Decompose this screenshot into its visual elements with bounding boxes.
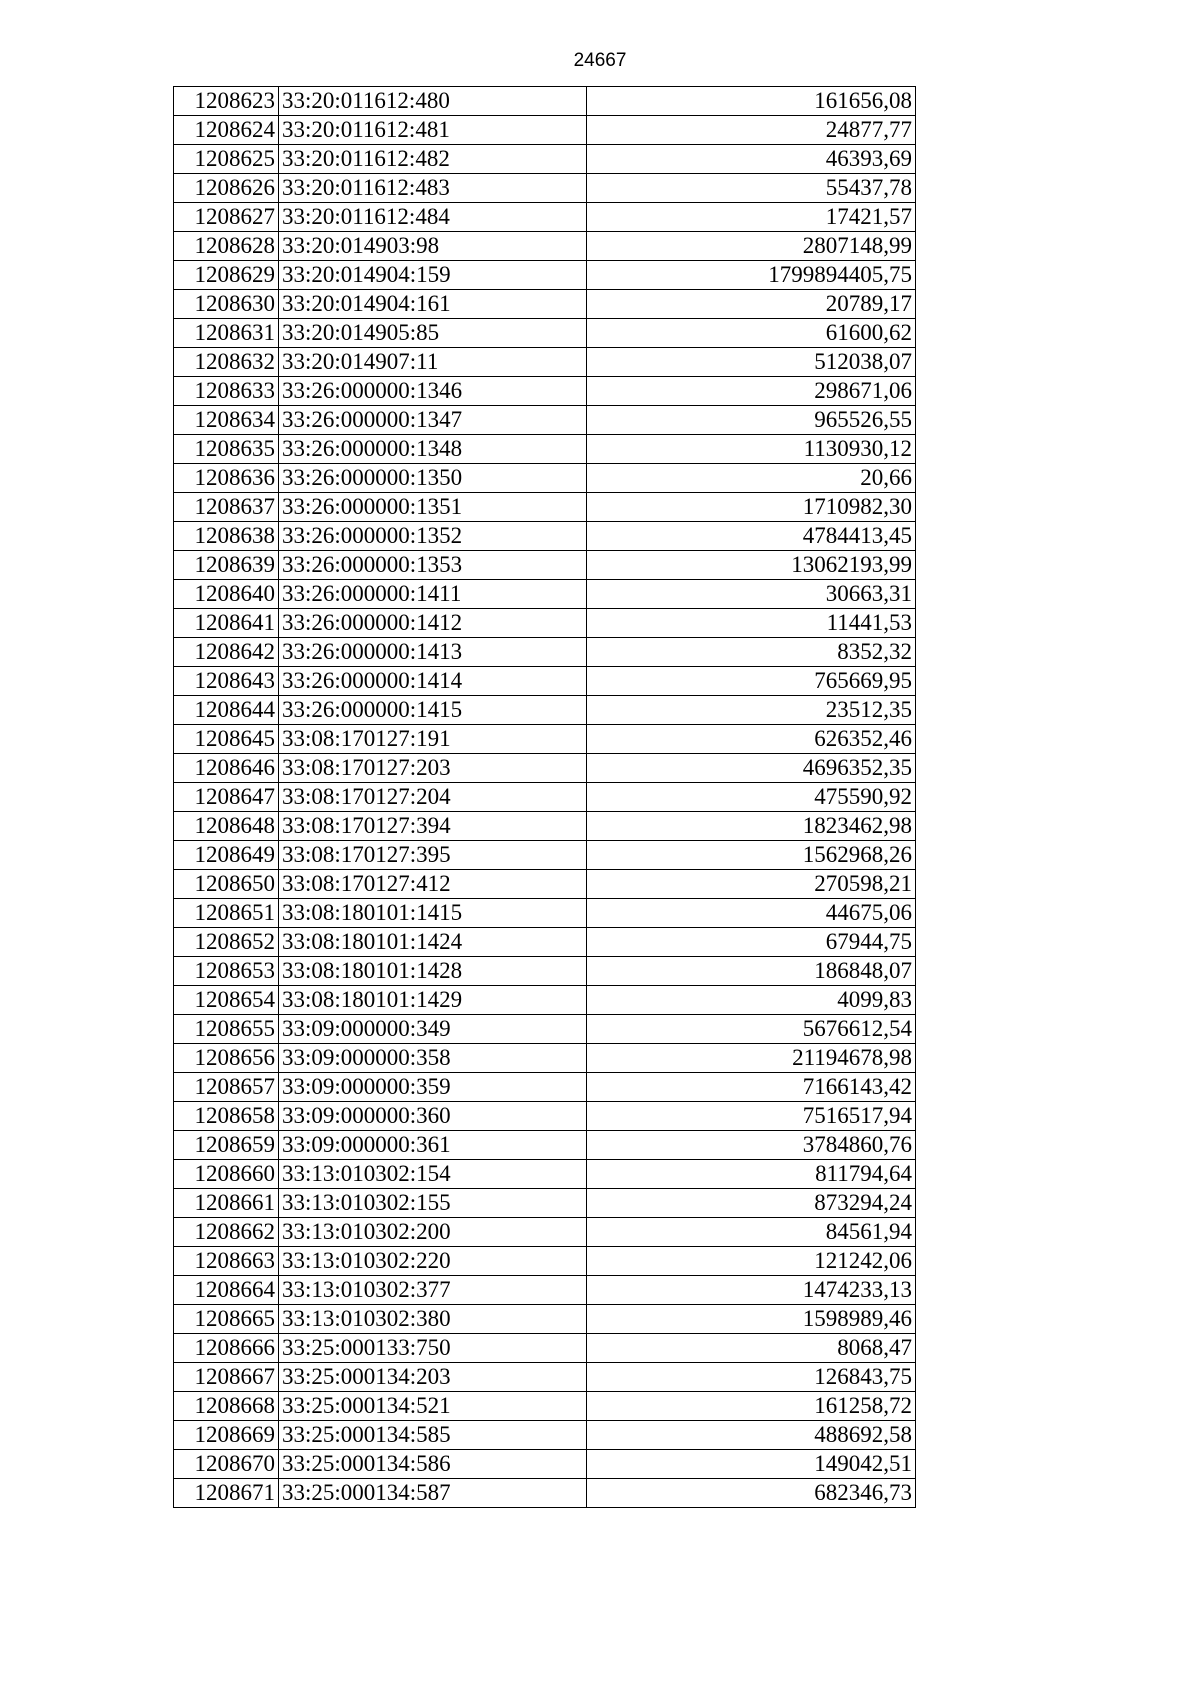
cadastral-value-cell: 161656,08 — [587, 87, 916, 116]
cadastral-number-cell: 33:26:000000:1346 — [279, 377, 587, 406]
cadastral-value-cell: 30663,31 — [587, 580, 916, 609]
table-row — [174, 1102, 916, 1131]
cadastral-number-cell: 33:13:010302:155 — [279, 1189, 587, 1218]
cadastral-value-cell: 44675,06 — [587, 899, 916, 928]
cadastral-value-cell: 965526,55 — [587, 406, 916, 435]
cadastral-value-cell: 1823462,98 — [587, 812, 916, 841]
row-number-cell: 1208624 — [174, 116, 279, 145]
table-row — [174, 319, 916, 348]
cadastral-value-cell: 626352,46 — [587, 725, 916, 754]
cadastral-value-cell: 1710982,30 — [587, 493, 916, 522]
cadastral-number-cell: 33:25:000134:521 — [279, 1392, 587, 1421]
row-number-cell: 1208652 — [174, 928, 279, 957]
row-number-cell: 1208647 — [174, 783, 279, 812]
cadastral-number-cell: 33:25:000134:585 — [279, 1421, 587, 1450]
cadastral-number-cell: 33:13:010302:200 — [279, 1218, 587, 1247]
table-row — [174, 116, 916, 145]
row-number-cell: 1208636 — [174, 464, 279, 493]
table-row — [174, 609, 916, 638]
row-number-cell: 1208668 — [174, 1392, 279, 1421]
cadastral-value-cell: 1598989,46 — [587, 1305, 916, 1334]
cadastral-number-cell: 33:26:000000:1353 — [279, 551, 587, 580]
cadastral-number-cell: 33:26:000000:1415 — [279, 696, 587, 725]
row-number-cell: 1208630 — [174, 290, 279, 319]
cadastral-number-cell: 33:08:170127:394 — [279, 812, 587, 841]
row-number-cell: 1208651 — [174, 899, 279, 928]
row-number-cell: 1208625 — [174, 145, 279, 174]
cadastral-number-cell: 33:08:170127:203 — [279, 754, 587, 783]
cadastral-number-cell: 33:08:180101:1415 — [279, 899, 587, 928]
cadastral-number-cell: 33:26:000000:1414 — [279, 667, 587, 696]
cadastral-value-cell: 121242,06 — [587, 1247, 916, 1276]
cadastral-number-cell: 33:20:014903:98 — [279, 232, 587, 261]
row-number-cell: 1208643 — [174, 667, 279, 696]
table-row — [174, 754, 916, 783]
cadastral-number-cell: 33:08:180101:1424 — [279, 928, 587, 957]
row-number-cell: 1208623 — [174, 87, 279, 116]
cadastral-number-cell: 33:25:000134:586 — [279, 1450, 587, 1479]
table-row — [174, 87, 916, 116]
row-number-cell: 1208664 — [174, 1276, 279, 1305]
row-number-cell: 1208641 — [174, 609, 279, 638]
cadastral-number-cell: 33:25:000133:750 — [279, 1334, 587, 1363]
table-row — [174, 986, 916, 1015]
cadastral-value-cell: 475590,92 — [587, 783, 916, 812]
cadastral-number-cell: 33:08:170127:395 — [279, 841, 587, 870]
row-number-cell: 1208642 — [174, 638, 279, 667]
table-row — [174, 145, 916, 174]
table-row — [174, 1131, 916, 1160]
table-body — [174, 87, 916, 1508]
table-row — [174, 667, 916, 696]
cadastral-number-cell: 33:25:000134:587 — [279, 1479, 587, 1508]
table-row — [174, 1479, 916, 1508]
cadastral-value-cell: 20,66 — [587, 464, 916, 493]
row-number-cell: 1208638 — [174, 522, 279, 551]
cadastral-value-cell: 46393,69 — [587, 145, 916, 174]
row-number-cell: 1208632 — [174, 348, 279, 377]
table-row — [174, 1189, 916, 1218]
table-row — [174, 696, 916, 725]
cadastral-value-cell: 811794,64 — [587, 1160, 916, 1189]
cadastral-number-cell: 33:26:000000:1413 — [279, 638, 587, 667]
row-number-cell: 1208670 — [174, 1450, 279, 1479]
cadastral-number-cell: 33:26:000000:1350 — [279, 464, 587, 493]
table-row — [174, 1450, 916, 1479]
table-row — [174, 580, 916, 609]
cadastral-number-cell: 33:08:170127:204 — [279, 783, 587, 812]
cadastral-number-cell: 33:08:180101:1429 — [279, 986, 587, 1015]
cadastral-number-cell: 33:09:000000:358 — [279, 1044, 587, 1073]
row-number-cell: 1208626 — [174, 174, 279, 203]
row-number-cell: 1208659 — [174, 1131, 279, 1160]
table-row — [174, 1247, 916, 1276]
cadastral-value-cell: 1130930,12 — [587, 435, 916, 464]
row-number-cell: 1208665 — [174, 1305, 279, 1334]
cadastral-value-cell: 765669,95 — [587, 667, 916, 696]
cadastral-value-cell: 11441,53 — [587, 609, 916, 638]
cadastral-number-cell: 33:13:010302:154 — [279, 1160, 587, 1189]
cadastral-value-cell: 23512,35 — [587, 696, 916, 725]
cadastral-value-cell: 13062193,99 — [587, 551, 916, 580]
cadastral-value-cell: 21194678,98 — [587, 1044, 916, 1073]
table-row — [174, 812, 916, 841]
cadastral-value-cell: 3784860,76 — [587, 1131, 916, 1160]
cadastral-value-cell: 7516517,94 — [587, 1102, 916, 1131]
cadastral-number-cell: 33:20:011612:484 — [279, 203, 587, 232]
cadastral-value-cell: 873294,24 — [587, 1189, 916, 1218]
cadastral-number-cell: 33:08:170127:412 — [279, 870, 587, 899]
row-number-cell: 1208639 — [174, 551, 279, 580]
table-row — [174, 899, 916, 928]
cadastral-number-cell: 33:20:011612:480 — [279, 87, 587, 116]
cadastral-value-cell: 20789,17 — [587, 290, 916, 319]
row-number-cell: 1208646 — [174, 754, 279, 783]
table-row — [174, 348, 916, 377]
table-row — [174, 1305, 916, 1334]
row-number-cell: 1208648 — [174, 812, 279, 841]
row-number-cell: 1208650 — [174, 870, 279, 899]
row-number-cell: 1208669 — [174, 1421, 279, 1450]
row-number-cell: 1208660 — [174, 1160, 279, 1189]
row-number-cell: 1208666 — [174, 1334, 279, 1363]
row-number-cell: 1208635 — [174, 435, 279, 464]
table-row — [174, 725, 916, 754]
table-row — [174, 493, 916, 522]
cadastral-value-cell: 126843,75 — [587, 1363, 916, 1392]
table-row — [174, 261, 916, 290]
cadastral-value-cell: 298671,06 — [587, 377, 916, 406]
row-number-cell: 1208663 — [174, 1247, 279, 1276]
table-row — [174, 1421, 916, 1450]
table-row — [174, 957, 916, 986]
page-number: 24667 — [573, 50, 627, 71]
row-number-cell: 1208629 — [174, 261, 279, 290]
row-number-cell: 1208654 — [174, 986, 279, 1015]
table-row — [174, 870, 916, 899]
cadastral-value-cell: 84561,94 — [587, 1218, 916, 1247]
cadastral-value-table — [173, 86, 916, 1508]
cadastral-value-cell: 161258,72 — [587, 1392, 916, 1421]
row-number-cell: 1208633 — [174, 377, 279, 406]
row-number-cell: 1208644 — [174, 696, 279, 725]
table-row — [174, 290, 916, 319]
table-row — [174, 928, 916, 957]
table-row — [174, 174, 916, 203]
row-number-cell: 1208657 — [174, 1073, 279, 1102]
cadastral-value-cell: 24877,77 — [587, 116, 916, 145]
table-row — [174, 1015, 916, 1044]
table-row — [174, 464, 916, 493]
table-row — [174, 522, 916, 551]
cadastral-number-cell: 33:09:000000:360 — [279, 1102, 587, 1131]
row-number-cell: 1208640 — [174, 580, 279, 609]
cadastral-value-cell: 1562968,26 — [587, 841, 916, 870]
cadastral-value-cell: 67944,75 — [587, 928, 916, 957]
table-row — [174, 638, 916, 667]
row-number-cell: 1208645 — [174, 725, 279, 754]
cadastral-value-cell: 682346,73 — [587, 1479, 916, 1508]
cadastral-number-cell: 33:09:000000:361 — [279, 1131, 587, 1160]
cadastral-number-cell: 33:20:014904:159 — [279, 261, 587, 290]
cadastral-value-cell: 488692,58 — [587, 1421, 916, 1450]
row-number-cell: 1208653 — [174, 957, 279, 986]
cadastral-value-cell: 7166143,42 — [587, 1073, 916, 1102]
cadastral-value-cell: 149042,51 — [587, 1450, 916, 1479]
table-row — [174, 435, 916, 464]
table-row — [174, 406, 916, 435]
cadastral-number-cell: 33:26:000000:1347 — [279, 406, 587, 435]
cadastral-value-cell: 55437,78 — [587, 174, 916, 203]
cadastral-number-cell: 33:26:000000:1352 — [279, 522, 587, 551]
row-number-cell: 1208656 — [174, 1044, 279, 1073]
cadastral-number-cell: 33:20:011612:482 — [279, 145, 587, 174]
cadastral-value-cell: 1799894405,75 — [587, 261, 916, 290]
cadastral-number-cell: 33:26:000000:1412 — [279, 609, 587, 638]
table-row — [174, 232, 916, 261]
row-number-cell: 1208627 — [174, 203, 279, 232]
table-row — [174, 1044, 916, 1073]
cadastral-number-cell: 33:09:000000:359 — [279, 1073, 587, 1102]
table-row — [174, 1392, 916, 1421]
cadastral-value-cell: 8352,32 — [587, 638, 916, 667]
cadastral-value-cell: 4696352,35 — [587, 754, 916, 783]
table-row — [174, 783, 916, 812]
table-row — [174, 1363, 916, 1392]
row-number-cell: 1208628 — [174, 232, 279, 261]
cadastral-number-cell: 33:08:180101:1428 — [279, 957, 587, 986]
cadastral-number-cell: 33:20:011612:481 — [279, 116, 587, 145]
table-row — [174, 1276, 916, 1305]
table-row — [174, 1218, 916, 1247]
cadastral-number-cell: 33:13:010302:380 — [279, 1305, 587, 1334]
row-number-cell: 1208655 — [174, 1015, 279, 1044]
row-number-cell: 1208671 — [174, 1479, 279, 1508]
table-row — [174, 551, 916, 580]
cadastral-value-cell: 2807148,99 — [587, 232, 916, 261]
cadastral-number-cell: 33:26:000000:1351 — [279, 493, 587, 522]
cadastral-value-cell: 8068,47 — [587, 1334, 916, 1363]
cadastral-value-cell: 270598,21 — [587, 870, 916, 899]
cadastral-number-cell: 33:13:010302:377 — [279, 1276, 587, 1305]
cadastral-value-cell: 1474233,13 — [587, 1276, 916, 1305]
row-number-cell: 1208658 — [174, 1102, 279, 1131]
cadastral-value-cell: 61600,62 — [587, 319, 916, 348]
cadastral-number-cell: 33:20:014905:85 — [279, 319, 587, 348]
table-row — [174, 841, 916, 870]
row-number-cell: 1208667 — [174, 1363, 279, 1392]
table-row — [174, 203, 916, 232]
cadastral-number-cell: 33:20:014907:11 — [279, 348, 587, 377]
cadastral-number-cell: 33:20:011612:483 — [279, 174, 587, 203]
cadastral-number-cell: 33:09:000000:349 — [279, 1015, 587, 1044]
cadastral-number-cell: 33:13:010302:220 — [279, 1247, 587, 1276]
table-row — [174, 1160, 916, 1189]
cadastral-value-cell: 512038,07 — [587, 348, 916, 377]
row-number-cell: 1208634 — [174, 406, 279, 435]
cadastral-number-cell: 33:08:170127:191 — [279, 725, 587, 754]
cadastral-number-cell: 33:26:000000:1411 — [279, 580, 587, 609]
row-number-cell: 1208662 — [174, 1218, 279, 1247]
cadastral-value-cell: 17421,57 — [587, 203, 916, 232]
cadastral-value-cell: 4099,83 — [587, 986, 916, 1015]
cadastral-value-cell: 186848,07 — [587, 957, 916, 986]
cadastral-value-cell: 5676612,54 — [587, 1015, 916, 1044]
cadastral-value-cell: 4784413,45 — [587, 522, 916, 551]
cadastral-number-cell: 33:20:014904:161 — [279, 290, 587, 319]
table-row — [174, 1334, 916, 1363]
table-row — [174, 1073, 916, 1102]
row-number-cell: 1208637 — [174, 493, 279, 522]
cadastral-number-cell: 33:25:000134:203 — [279, 1363, 587, 1392]
cadastral-number-cell: 33:26:000000:1348 — [279, 435, 587, 464]
row-number-cell: 1208661 — [174, 1189, 279, 1218]
row-number-cell: 1208631 — [174, 319, 279, 348]
row-number-cell: 1208649 — [174, 841, 279, 870]
table-row — [174, 377, 916, 406]
